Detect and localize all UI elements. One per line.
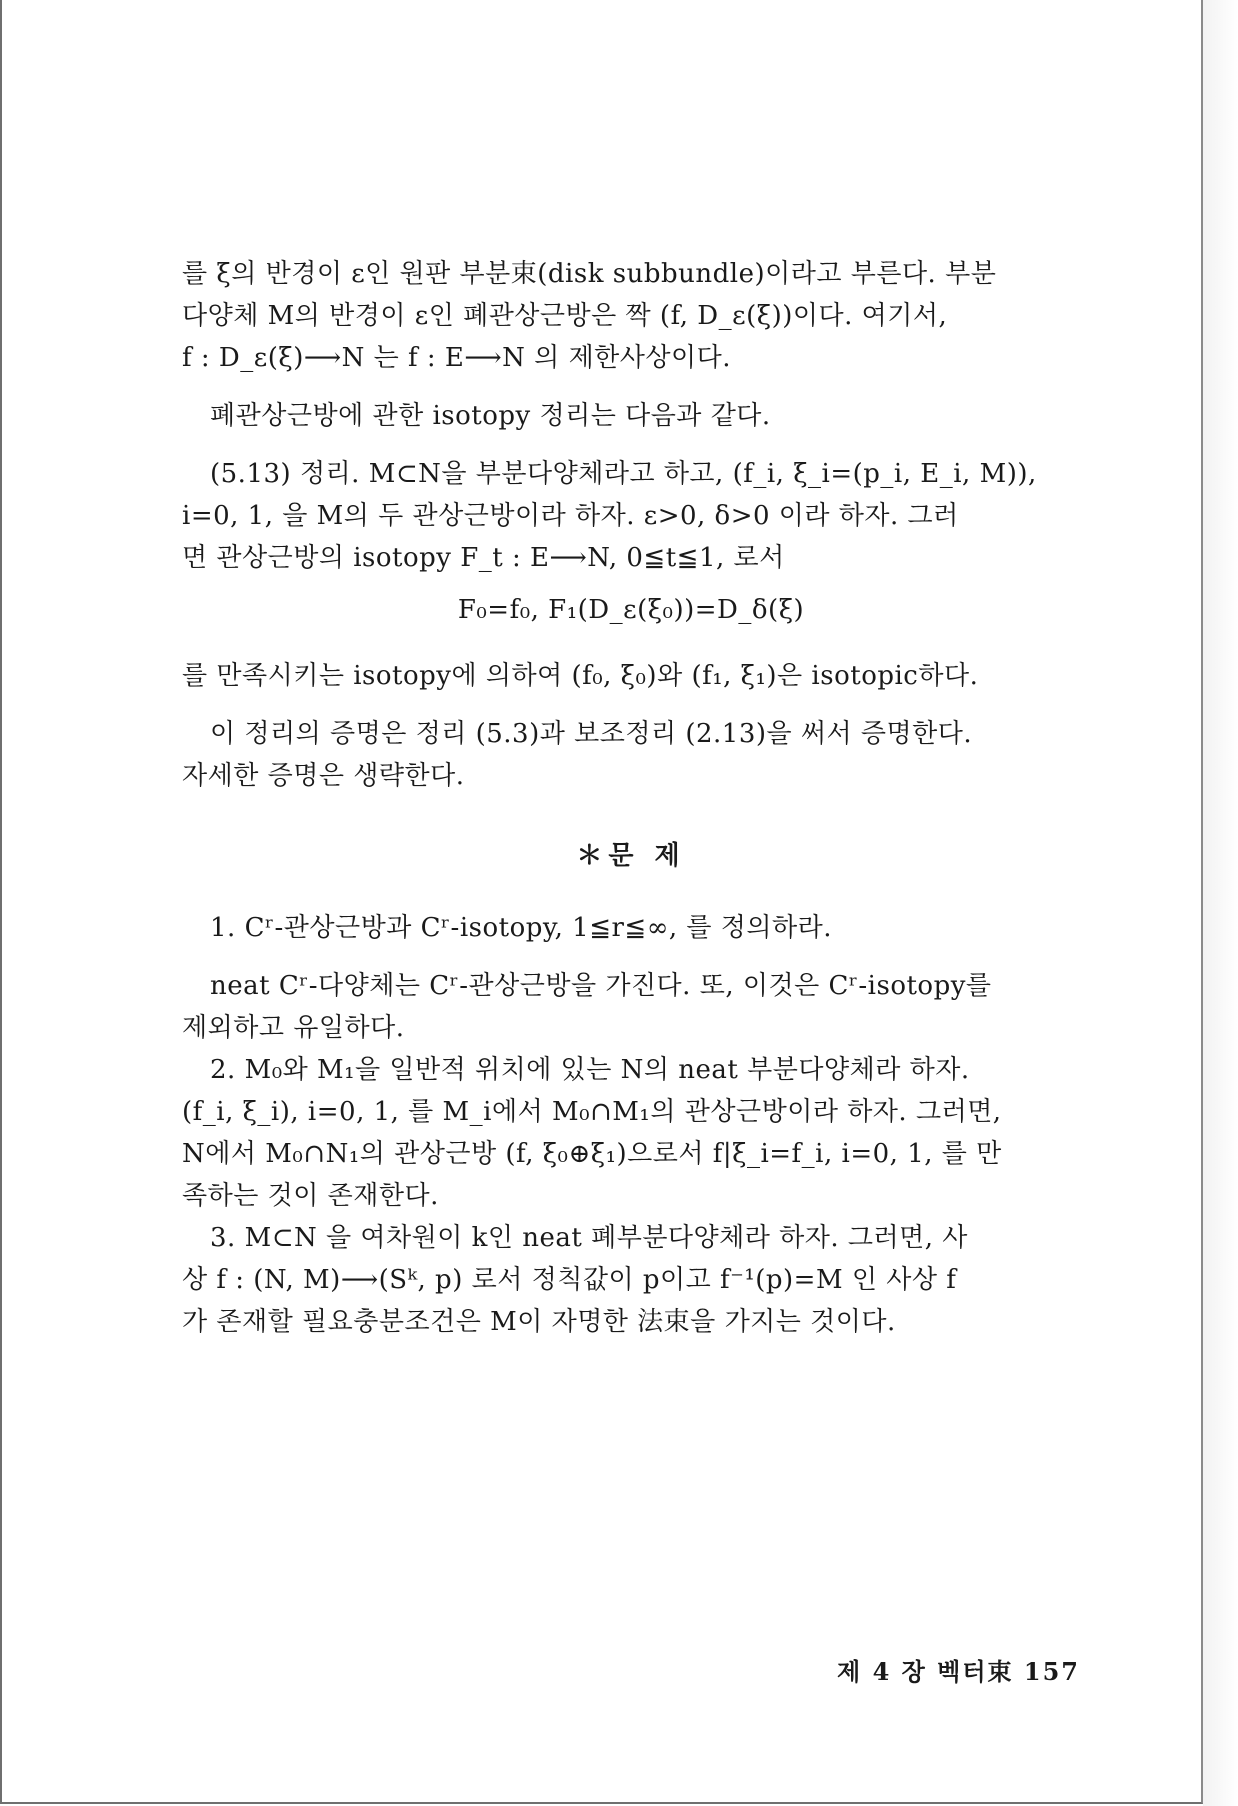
text-line: 다양체 M의 반경이 ε인 폐관상근방은 짝 (f, D_ε(ξ))이다. 여기서, [182,301,948,331]
paragraph-isotopy-intro [182,395,1080,437]
page-content [182,253,1080,1343]
paragraph-disk-subbundle [182,253,1080,379]
text-line: 1. Cʳ-관상근방과 Cʳ-isotopy, 1≦r≦∞, 를 정의하라. [210,913,832,943]
text-line: N에서 M₀∩N₁의 관상근방 (f, ξ₀⊕ξ₁)으로서 f|ξ_i=f_i, i=0, 1, 를 만 [182,1139,1002,1169]
text-line: 상 f : (N, M)⟶(Sᵏ, p) 로서 정칙값이 p이고 f⁻¹(p)=M 인 사상 f [182,1265,957,1295]
text-line: (f_i, ξ_i), i=0, 1, 를 M_i에서 M₀∩M₁의 관상근방이라 하자. 그러면, [182,1097,1002,1127]
paragraph-proof [182,713,1080,797]
text-line: f : D_ε(ξ)⟶N 는 f : E⟶N 의 제한사상이다. [182,343,732,373]
problem-1-note [182,965,1080,1049]
text-line: neat Cʳ-다양체는 Cʳ-관상근방을 가진다. 또, 이것은 Cʳ-isotopy를 [210,971,992,1001]
text-line: 를 ξ의 반경이 ε인 원판 부분束(disk subbundle)이라고 부른다. 부분 [182,259,997,289]
text-line: 폐관상근방에 관한 isotopy 정리는 다음과 같다. [210,401,771,431]
text-line: 자세한 증명은 생략한다. [182,761,465,791]
viewer-gutter [1203,0,1238,1806]
problem-3 [182,1217,1080,1343]
text-line: 족하는 것이 존재한다. [182,1181,439,1211]
problem-1 [182,907,1080,949]
theorem-5-13 [182,453,1080,579]
text-line: 가 존재할 필요충분조건은 M이 자명한 法束을 가지는 것이다. [182,1307,896,1337]
problem-2 [182,1049,1080,1217]
display-formula: F₀=f₀, F₁(D_ε(ξ₀))=D_δ(ξ) [457,595,805,625]
text-line: (5.13) 정리. M⊂N을 부분다양체라고 하고, (f_i, ξ_i=(p_i, E_i, M)), [210,459,1037,489]
text-line: 면 관상근방의 isotopy F_t : E⟶N, 0≦t≦1, 로서 [182,543,785,573]
text-line: 3. M⊂N 을 여차원이 k인 neat 폐부분다양체라 하자. 그러면, 사 [210,1223,968,1253]
text-line: i=0, 1, 을 M의 두 관상근방이라 하자. ε>0, δ>0 이라 하자. 그러 [182,501,959,531]
paragraph-isotopic [182,655,1080,697]
text-line: 를 만족시키는 isotopy에 의하여 (f₀, ξ₀)와 (f₁, ξ₁)은 isotopic하다. [182,661,979,691]
text-line: 2. M₀와 M₁을 일반적 위치에 있는 N의 neat 부분다양체라 하자. [210,1055,970,1085]
section-heading-problems: ＊문 제 [576,841,686,871]
running-footer: 제 4 장 벡터束 157 [837,1657,1080,1686]
text-line: 이 정리의 증명은 정리 (5.3)과 보조정리 (2.13)을 써서 증명한다. [210,719,973,749]
text-line: 제외하고 유일하다. [182,1013,405,1043]
